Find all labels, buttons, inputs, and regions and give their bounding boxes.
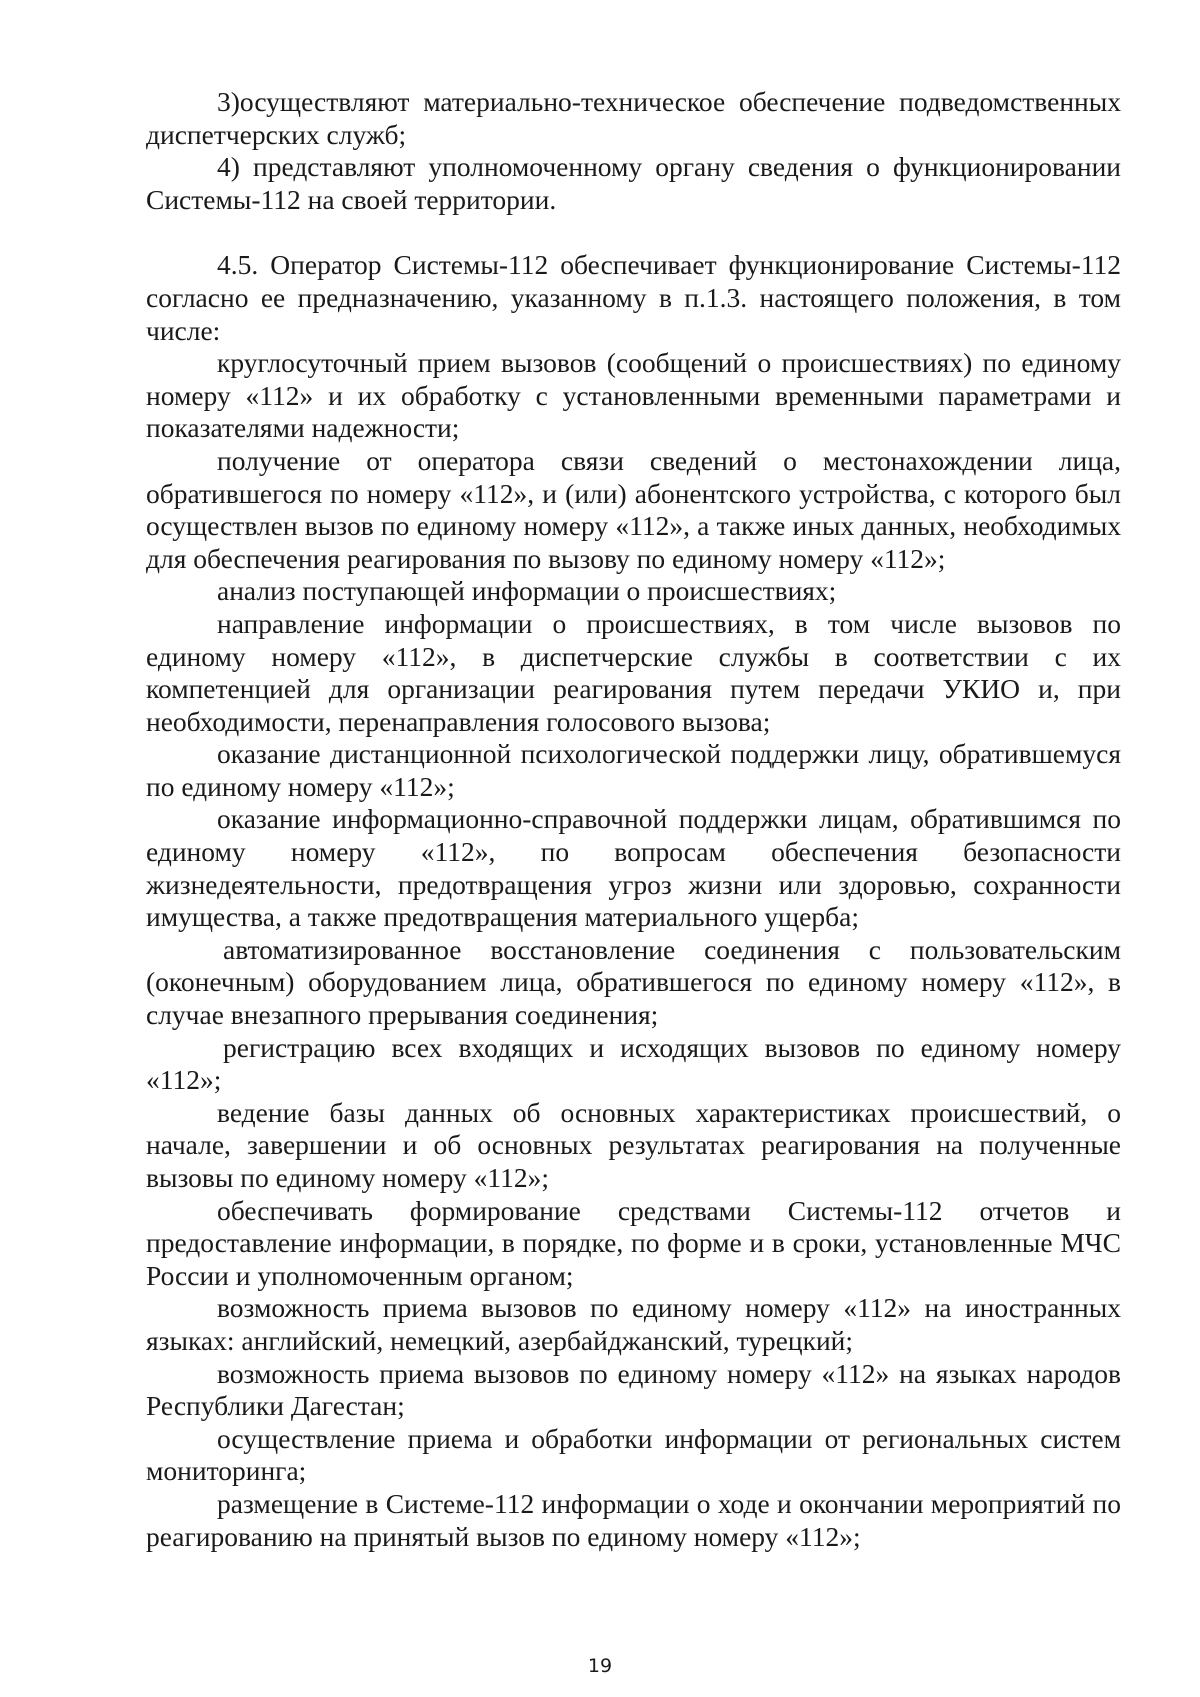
list-item: анализ поступающей информации о происшествиях; bbox=[217, 575, 837, 607]
list-item: оказание дистанционной психологической поддержки лицу, обратившемуся по единому номеру «112»; bbox=[146, 738, 1121, 802]
paragraph-item-3: 3)осуществляют материально-техническое обеспечение подведомственных диспетчерских служб; bbox=[146, 86, 1121, 150]
document-body bbox=[146, 86, 1121, 1553]
paragraph-item-4: 4) представляют уполномоченному органу сведения о функционировании Системы-112 на своей территории. bbox=[146, 151, 1121, 215]
list-item: осуществление приема и обработки информации от региональных систем мониторинга; bbox=[146, 1422, 1121, 1487]
list-item: оказание информационно-справочной поддержки лицам, обратившимся по единому номеру «112», по вопросам обеспечения безопасности жизнедеятельности, предотвращения угроз жизни или здоровью, сохранности имущества, а также предотвращения материального ущерба; bbox=[146, 803, 1121, 933]
paragraph-spacer bbox=[146, 216, 1121, 249]
list-item: возможность приема вызовов по единому номеру «112» на иностранных языках: английский, немецкий, азербайджанский, турецкий; bbox=[146, 1292, 1121, 1356]
list-item: возможность приема вызовов по единому номеру «112» на языках народов Республики Дагестан; bbox=[146, 1357, 1121, 1422]
list-item: получение от оператора связи сведений о местонахождении лица, обратившегося по номеру «112», и (или) абонентского устройства, с которого был осуществлен вызов по единому номеру «112», а также иных данных, необходимых для обеспечения реагирования по вызову по единому номеру «112»; bbox=[146, 444, 1121, 574]
list-item: обеспечивать формирование средствами Системы-112 отчетов и предоставление информации, в порядке, по форме и в сроки, установленные МЧС России и уполномоченным органом; bbox=[146, 1194, 1121, 1291]
list-item: размещение в Системе-112 информации о ходе и окончании мероприятий по реагированию на принятый вызов по единому номеру «112»; bbox=[146, 1487, 1121, 1552]
list-item: ведение базы данных об основных характеристиках происшествий, о начале, завершении и об основных результатах реагирования на полученные вызовы по единому номеру «112»; bbox=[146, 1096, 1121, 1193]
list-item: автоматизированное восстановление соединения с пользовательским (оконечным) оборудованием лица, обратившегося по единому номеру «112», в случае внезапного прерывания соединения; bbox=[146, 933, 1121, 1031]
list-item: круглосуточный прием вызовов (сообщений о происшествиях) по единому номеру «112» и их обработку с установленными временными параметрами и показателями надежности; bbox=[146, 347, 1121, 444]
section-4-5-intro: 4.5. Оператор Системы-112 обеспечивает функционирование Системы-112 согласно ее предназначению, указанному в п.1.3. настоящего положения, в том числе: bbox=[146, 249, 1121, 346]
list-item: регистрацию всех входящих и исходящих вызовов по единому номеру «112»; bbox=[146, 1031, 1121, 1096]
page-number: 19 bbox=[587, 1655, 613, 1677]
list-item: направление информации о происшествиях, в том числе вызовов по единому номеру «112», в диспетчерские службы в соответствии с их компетенцией для организации реагирования путем передачи УКИО и, при необходимости, перенаправления голосового вызова; bbox=[146, 607, 1121, 737]
